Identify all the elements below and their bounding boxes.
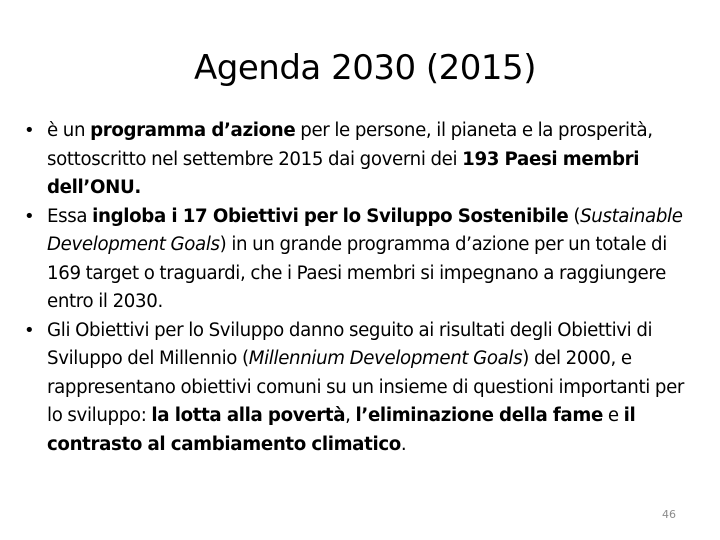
bullet-text-segment: Millennium Development Goals bbox=[248, 348, 523, 369]
bullet-text-segment: ) del 2000, e rappresentano obiettivi comuni su un insieme di questioni importanti per lo sviluppo: bbox=[47, 348, 685, 426]
bullet-item bbox=[0, 203, 720, 317]
bullet-text-segment: Gli Obiettivi per lo Sviluppo danno seguito ai risultati degli Obiettivi di Sviluppo del Millennio ( bbox=[47, 319, 653, 369]
bullet-text-segment: per le persone, il pianeta e la prosperità, sottoscritto nel settembre 2015 dai governi dei bbox=[47, 120, 653, 170]
bullet-text-segment: , bbox=[345, 405, 356, 426]
bullet-text-segment: l’eliminazione della fame bbox=[355, 405, 603, 426]
bullet-text-segment: la lotta alla povertà bbox=[151, 405, 346, 426]
bullet-text-segment: Sustainable Development Goals bbox=[47, 205, 683, 255]
slide-title: Agenda 2030 (2015) bbox=[194, 48, 536, 88]
bullet-text-segment: 193 Paesi membri dell’ONU. bbox=[47, 148, 640, 198]
bullet-text-segment: Essa bbox=[47, 205, 93, 227]
bullet-marker: • bbox=[24, 120, 35, 141]
page-number: 46 bbox=[662, 508, 676, 521]
bullet-marker: • bbox=[24, 205, 35, 227]
bullet-marker: • bbox=[24, 319, 35, 341]
bullet-text-segment: il contrasto al cambiamento climatico bbox=[47, 405, 636, 455]
bullet-text-segment: e bbox=[602, 405, 624, 426]
bullet-text-segment: ingloba i 17 Obiettivi per lo Sviluppo Sostenibile bbox=[92, 205, 569, 227]
bullet-text-segment: ( bbox=[568, 205, 581, 227]
bullet-item bbox=[0, 317, 720, 460]
bullet-text-segment: è un bbox=[47, 120, 91, 141]
bullet-text-segment: programma d’azione bbox=[90, 120, 296, 141]
bullet-list bbox=[0, 117, 720, 459]
bullet-text-segment: . bbox=[400, 433, 407, 455]
bullet-item bbox=[0, 117, 720, 203]
bullet-text-segment: ) in un grande programma d’azione per un totale di 169 target o traguardi, che i Paesi membri si impegnano a raggiungere entro il 2030. bbox=[47, 234, 667, 312]
